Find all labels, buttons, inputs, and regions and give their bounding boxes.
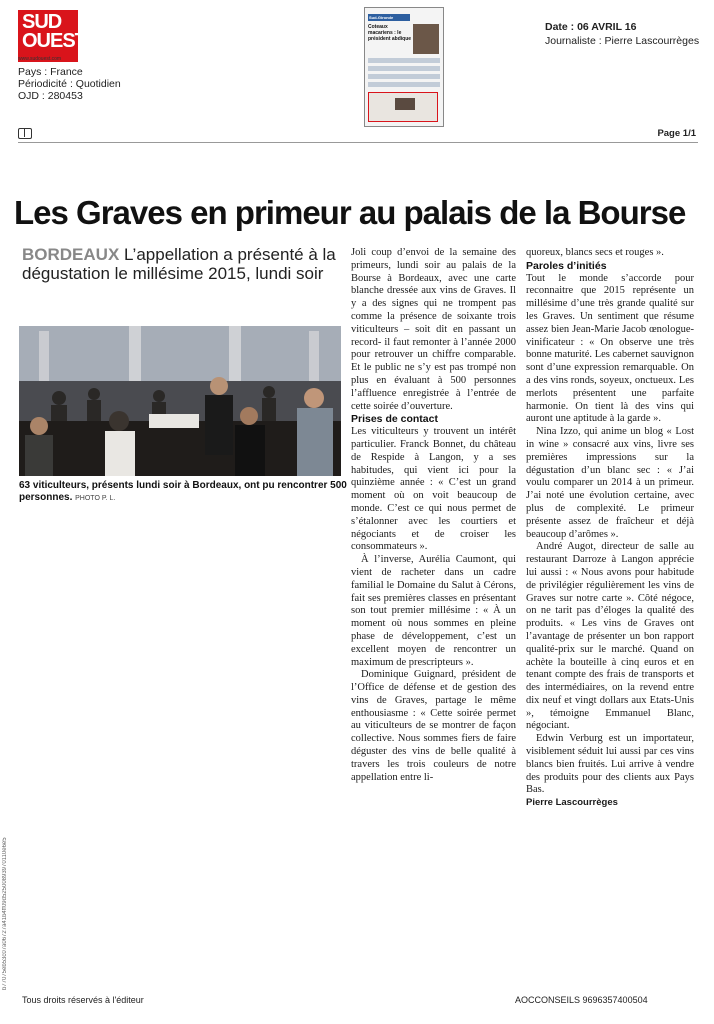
meta-periodicite: Périodicité : Quotidien: [18, 78, 121, 90]
page-thumbnail: [364, 7, 444, 127]
logo-url: www.sudouest.com: [18, 56, 62, 62]
agency-reference: AOCCONSEILS 9696357400504: [515, 995, 648, 1005]
paragraph: Nina Izzo, qui anime un blog « Lost in wine » consacré aux vins, livre ses premières impressions sur la dégustation d’un blanc sec : « J’ai voulu comparer un 2014 à un primeur. J’ai noté une évolution certaine, avec plus de complexité. Le primeur présente assez de fraîcheur et déjà beaucoup d’arômes ».: [526, 426, 694, 540]
paragraph: André Augot, directeur de salle au restaurant Darroze à Langon apprécie lui aussi : « Nous avons pour habitude de privilégier régulièrement les vins de Graves sur notre carte ». Côté négoce, on ne tarit pas d’éloges la qualité des produits. « Les vins de Graves ont l’avantage de présenter un bon rapport qualité-prix sur le marché. Quand on achète la bouteille à cinq euros et en tenant compte des frais de transports et des intermédiaires, on la revend entre dix neuf et vingt dollars aux Etats-Unis », témoigne Emmanuel Blanc, négociant.: [526, 541, 694, 732]
page-number: Page 1/1: [657, 128, 696, 139]
logo-line-1: SUD: [22, 11, 62, 33]
date-block: [545, 20, 699, 48]
journalist: Journaliste : Pierre Lascourrèges: [545, 35, 700, 47]
meta-ojd: OJD : 280453: [18, 90, 83, 102]
paragraph: Joli coup d’envoi de la semaine des primeurs, lundi soir au palais de la Bourse à Bordeaux, avec une carte blanche dressée aux vins de Graves. Il y a des signes qui ne trompent pas comme la présence de soixante trois viticulteurs – soit dit en passant un record- il faut remonter à l’année 2000 pour retrouver un chiffre comparable. Et le public ne s’y est pas trompé non plus en évaluant à 500 personnes l’affluence enregistrée à l’entrée de cette soirée d’ouverture.: [351, 247, 516, 412]
document-id: b77075eb53c07a06727a41b4ff09d52500893970110e6e5: [2, 837, 8, 990]
kicker: [22, 245, 352, 283]
kicker-tag: BORDEAUX: [22, 245, 120, 264]
subhead-paroles-d-inities: Paroles d’initiés: [526, 259, 607, 272]
article-column-1: [351, 247, 516, 784]
photo-credit: PHOTO P. L.: [75, 495, 116, 502]
paragraph: À l’inverse, Aurélia Caumont, qui vient de racheter dans un cadre familial le Domaine du Salut à Cérons, fait ses premières classes en présentant son tout premier millésime : « À un moment où nous sommes en pleine phase de développement, c’est un excellent moyen de rencontrer un maximum de prescripteurs ».: [351, 554, 516, 668]
rights-notice: Tous droits réservés à l'éditeur: [22, 995, 144, 1005]
kicker-text: L’appellation a présenté à la dégustation le millésime 2015, lundi soir: [22, 245, 336, 283]
signature: Pierre Lascourrèges: [526, 797, 618, 809]
paragraph: quoreux, blancs secs et rouges ».: [526, 247, 664, 258]
thumbnail-section: Sud-Gironde: [368, 14, 410, 21]
photo-caption: [19, 480, 349, 505]
paragraph: Les viticulteurs y trouvent un intérêt particulier. Franck Bonnet, du château de Respide à Langon, y a ses habitudes, qui vient ici pour la quinzième année : « C’est un grand moment où on voit beaucoup de monde. C’est ce qui nous permet de s’étalonner avec les courtiers et négociants et de croiser les consommateurs ».: [351, 426, 516, 553]
logo-line-2: OUEST: [22, 30, 86, 52]
paragraph: Tout le monde s’accorde pour reconnaitre que 2015 représente un millésime d’une très grande qualité sur les Graves. Un sentiment que résume assez bien Jean-Marie Jacob œnologue-vinificateur : « On observe une très bonne maturité. Les cabernet sauvignon sont d’une expression remarquable. On a des vins ronds, soyeux, onctueux. Les merlots présentent une parfaite harmonie. On tient là des vins qui auront une aptitude à la garde ».: [526, 272, 694, 425]
book-icon: [18, 128, 32, 139]
paragraph: Edwin Verburg est un importateur, visiblement séduit lui aussi par ces vins blancs bien fruités. Lui arrive à vendre des produits pour des clients aux Pays Bas.: [526, 733, 694, 796]
meta-pays: Pays : France: [18, 66, 83, 78]
thumbnail-title: Coteaux macariens : le président abdique: [368, 24, 412, 42]
tasting-photo: [19, 326, 341, 476]
article-column-2: [526, 247, 694, 810]
subhead-prises-de-contact: Prises de contact: [351, 413, 438, 426]
page-bar: [18, 126, 698, 143]
caption-text: 63 viticulteurs, présents lundi soir à Bordeaux, ont pu rencontrer 500 personnes.: [19, 480, 347, 503]
paragraph: Dominique Guignard, président de l’Office de défense et de gestion des vins de Graves, partage le même enthousiasme : « Cette soirée permet au viticulteurs de se montrer de façon collective. Nous sommes fiers de faire déguster des vins de belle qualité à travers les trois couleurs de notre appellation entre li-: [351, 669, 516, 783]
headline: Les Graves en primeur au palais de la Bourse: [14, 194, 686, 231]
article-date: Date : 06 AVRIL 16: [545, 21, 637, 33]
sud-ouest-logo: [18, 10, 86, 62]
